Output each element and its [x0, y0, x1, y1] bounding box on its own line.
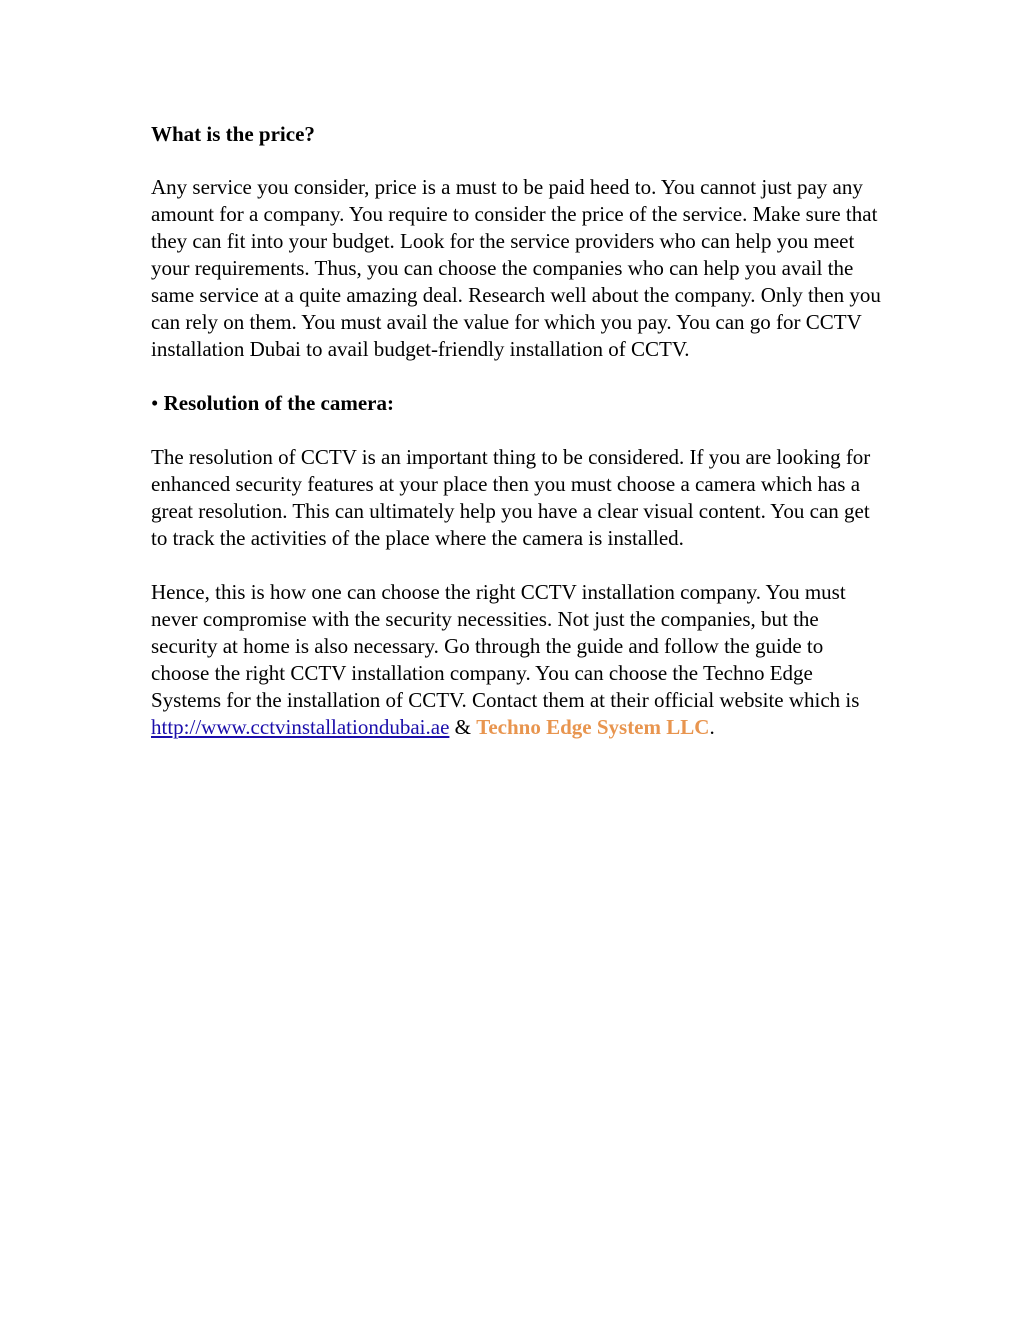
website-link[interactable]: http://www.cctvinstallationdubai.ae	[151, 715, 450, 739]
resolution-paragraph: The resolution of CCTV is an important thing to be considered. If you are looking for enhanced security features at your place then you must choose a camera which has a great resolution. This can ultimately help you have a clear visual content. You can get to track the activities of the place where the camera is installed.	[151, 445, 871, 550]
brand-name: Techno Edge System LLC	[476, 715, 710, 739]
connector-text: &	[449, 715, 477, 739]
price-heading: What is the price?	[151, 122, 315, 146]
price-paragraph: Any service you consider, price is a must to be paid heed to. You cannot just pay any amount for a company. You require to consider the price of the service. Make sure that they can fit into your budget. Look for the service providers who can help you meet your requirements. Thus, you can choose the companies who can help you avail the same service at a quite amazing deal. Research well about the company. Only then you can rely on them. You must avail the value for which you pay. You can go for CCTV installation Dubai to avail budget-friendly installation of CCTV.	[151, 175, 881, 361]
conclusion-paragraph	[151, 579, 886, 741]
resolution-heading-text: Resolution of the camera:	[163, 391, 394, 415]
resolution-heading	[151, 390, 886, 417]
end-mark: .	[709, 715, 715, 739]
conclusion-text: Hence, this is how one can choose the right CCTV installation company. You must never compromise with the security necessities. Not just the companies, but the security at home is also necessary. Go through the guide and follow the guide to choose the right CCTV installation company. You can choose the Techno Edge Systems for the installation of CCTV. Contact them at their official website which is	[151, 580, 860, 712]
document-page	[151, 121, 886, 768]
bullet-marker: •	[151, 391, 159, 415]
